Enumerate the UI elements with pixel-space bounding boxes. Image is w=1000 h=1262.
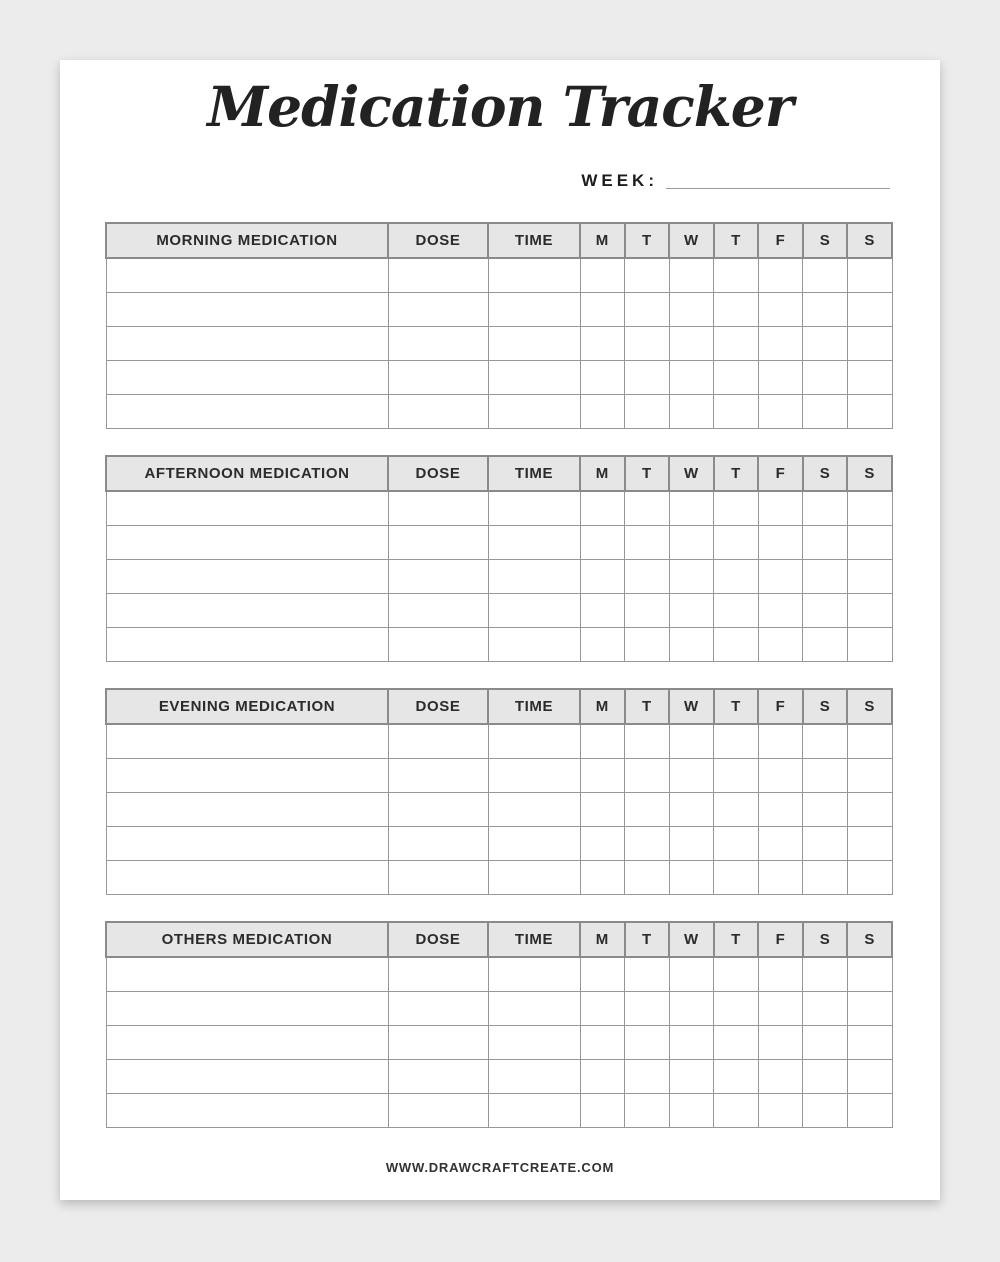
empty-cell xyxy=(758,258,803,293)
col-header-day-thursday: T xyxy=(714,223,759,258)
empty-cell xyxy=(580,793,625,827)
empty-cell xyxy=(580,491,625,526)
empty-cell xyxy=(847,258,892,293)
empty-cell xyxy=(625,361,670,395)
empty-cell xyxy=(758,293,803,327)
empty-cell xyxy=(669,628,714,662)
empty-cell xyxy=(714,1094,759,1128)
empty-cell xyxy=(803,560,848,594)
empty-cell xyxy=(803,395,848,429)
empty-cell xyxy=(106,395,388,429)
week-blank-line xyxy=(666,187,890,189)
empty-cell xyxy=(106,957,388,992)
empty-cell xyxy=(803,1060,848,1094)
col-header-day-monday: M xyxy=(580,223,625,258)
col-header-time: TIME xyxy=(488,456,580,491)
empty-cell xyxy=(847,594,892,628)
empty-cell xyxy=(488,361,580,395)
empty-entry-row xyxy=(106,759,892,793)
empty-entry-row xyxy=(106,793,892,827)
empty-cell xyxy=(580,827,625,861)
empty-cell xyxy=(847,957,892,992)
empty-cell xyxy=(388,759,488,793)
empty-cell xyxy=(106,293,388,327)
empty-cell xyxy=(488,724,580,759)
empty-cell xyxy=(847,1060,892,1094)
empty-cell xyxy=(625,793,670,827)
col-header-day-tuesday: T xyxy=(625,223,670,258)
empty-cell xyxy=(669,992,714,1026)
empty-entry-row xyxy=(106,526,892,560)
section-title: EVENING MEDICATION xyxy=(106,689,388,724)
empty-cell xyxy=(758,1060,803,1094)
empty-cell xyxy=(758,327,803,361)
empty-cell xyxy=(388,293,488,327)
empty-cell xyxy=(388,594,488,628)
empty-cell xyxy=(669,594,714,628)
empty-cell xyxy=(388,1094,488,1128)
empty-cell xyxy=(714,560,759,594)
empty-cell xyxy=(625,293,670,327)
empty-cell xyxy=(580,258,625,293)
empty-entry-row xyxy=(106,258,892,293)
col-header-day-wednesday: W xyxy=(669,689,714,724)
col-header-day-wednesday: W xyxy=(669,223,714,258)
empty-cell xyxy=(803,1026,848,1060)
empty-cell xyxy=(625,491,670,526)
page-title: Medication Tracker xyxy=(207,74,793,139)
empty-cell xyxy=(488,759,580,793)
empty-cell xyxy=(714,361,759,395)
empty-cell xyxy=(669,759,714,793)
medication-table xyxy=(105,921,893,1128)
col-header-day-friday: F xyxy=(758,223,803,258)
empty-cell xyxy=(488,793,580,827)
empty-cell xyxy=(388,526,488,560)
empty-cell xyxy=(580,759,625,793)
empty-entry-row xyxy=(106,861,892,895)
empty-cell xyxy=(758,526,803,560)
empty-cell xyxy=(669,491,714,526)
empty-cell xyxy=(580,327,625,361)
week-label: WEEK: xyxy=(581,171,658,190)
empty-cell xyxy=(714,526,759,560)
empty-cell xyxy=(106,793,388,827)
empty-cell xyxy=(488,293,580,327)
section-title: AFTERNOON MEDICATION xyxy=(106,456,388,491)
empty-cell xyxy=(106,827,388,861)
empty-cell xyxy=(847,724,892,759)
empty-cell xyxy=(847,1026,892,1060)
empty-cell xyxy=(847,861,892,895)
empty-cell xyxy=(803,594,848,628)
empty-cell xyxy=(847,759,892,793)
empty-entry-row xyxy=(106,957,892,992)
empty-entry-row xyxy=(106,827,892,861)
empty-cell xyxy=(803,361,848,395)
empty-entry-row xyxy=(106,293,892,327)
empty-cell xyxy=(488,827,580,861)
empty-entry-row xyxy=(106,327,892,361)
empty-cell xyxy=(669,827,714,861)
empty-cell xyxy=(580,395,625,429)
empty-cell xyxy=(847,293,892,327)
empty-cell xyxy=(669,1060,714,1094)
empty-entry-row xyxy=(106,724,892,759)
empty-cell xyxy=(847,491,892,526)
empty-entry-row xyxy=(106,1060,892,1094)
empty-cell xyxy=(714,1026,759,1060)
empty-entry-row xyxy=(106,395,892,429)
col-header-day-monday: M xyxy=(580,456,625,491)
empty-cell xyxy=(714,258,759,293)
empty-cell xyxy=(803,628,848,662)
empty-cell xyxy=(803,258,848,293)
empty-cell xyxy=(669,258,714,293)
empty-cell xyxy=(388,992,488,1026)
empty-cell xyxy=(714,957,759,992)
col-header-day-saturday: S xyxy=(803,456,848,491)
empty-cell xyxy=(714,395,759,429)
empty-cell xyxy=(803,724,848,759)
empty-entry-row xyxy=(106,1094,892,1128)
empty-cell xyxy=(758,827,803,861)
empty-cell xyxy=(714,724,759,759)
section-title: MORNING MEDICATION xyxy=(106,223,388,258)
empty-cell xyxy=(106,327,388,361)
empty-cell xyxy=(625,594,670,628)
empty-cell xyxy=(488,491,580,526)
col-header-day-sunday: S xyxy=(847,456,892,491)
col-header-time: TIME xyxy=(488,689,580,724)
empty-cell xyxy=(580,957,625,992)
col-header-day-tuesday: T xyxy=(625,689,670,724)
empty-cell xyxy=(388,628,488,662)
empty-cell xyxy=(580,628,625,662)
empty-cell xyxy=(580,361,625,395)
empty-cell xyxy=(803,293,848,327)
empty-cell xyxy=(488,1094,580,1128)
empty-cell xyxy=(488,861,580,895)
col-header-dose: DOSE xyxy=(388,223,488,258)
col-header-day-friday: F xyxy=(758,456,803,491)
empty-cell xyxy=(714,628,759,662)
empty-cell xyxy=(758,1026,803,1060)
empty-cell xyxy=(488,258,580,293)
empty-cell xyxy=(758,395,803,429)
empty-cell xyxy=(625,759,670,793)
empty-cell xyxy=(106,1094,388,1128)
empty-cell xyxy=(758,361,803,395)
section-title: OTHERS MEDICATION xyxy=(106,922,388,957)
empty-cell xyxy=(758,861,803,895)
medication-table xyxy=(105,222,893,429)
empty-cell xyxy=(625,861,670,895)
col-header-dose: DOSE xyxy=(388,456,488,491)
empty-cell xyxy=(625,560,670,594)
empty-cell xyxy=(669,957,714,992)
empty-cell xyxy=(758,628,803,662)
empty-cell xyxy=(580,293,625,327)
empty-cell xyxy=(803,327,848,361)
empty-cell xyxy=(847,361,892,395)
col-header-day-saturday: S xyxy=(803,689,848,724)
empty-cell xyxy=(758,1094,803,1128)
tables-container xyxy=(105,222,893,1154)
empty-cell xyxy=(669,293,714,327)
empty-cell xyxy=(669,526,714,560)
empty-cell xyxy=(669,361,714,395)
empty-entry-row xyxy=(106,992,892,1026)
empty-cell xyxy=(847,628,892,662)
empty-cell xyxy=(669,1094,714,1128)
empty-cell xyxy=(388,957,488,992)
empty-cell xyxy=(388,861,488,895)
empty-cell xyxy=(714,793,759,827)
col-header-time: TIME xyxy=(488,922,580,957)
empty-cell xyxy=(669,861,714,895)
empty-entry-row xyxy=(106,361,892,395)
empty-cell xyxy=(388,724,488,759)
empty-cell xyxy=(758,992,803,1026)
empty-cell xyxy=(106,1060,388,1094)
col-header-day-monday: M xyxy=(580,689,625,724)
empty-cell xyxy=(580,560,625,594)
empty-cell xyxy=(625,1094,670,1128)
footer-url: WWW.DRAWCRAFTCREATE.COM xyxy=(385,1160,615,1175)
document-page xyxy=(60,60,940,1200)
col-header-day-saturday: S xyxy=(803,922,848,957)
empty-cell xyxy=(580,594,625,628)
empty-cell xyxy=(847,560,892,594)
empty-cell xyxy=(669,560,714,594)
col-header-day-thursday: T xyxy=(714,922,759,957)
empty-cell xyxy=(714,327,759,361)
empty-cell xyxy=(803,526,848,560)
empty-cell xyxy=(758,724,803,759)
empty-cell xyxy=(106,992,388,1026)
empty-cell xyxy=(758,957,803,992)
empty-cell xyxy=(625,724,670,759)
empty-cell xyxy=(625,957,670,992)
empty-cell xyxy=(758,594,803,628)
empty-cell xyxy=(714,594,759,628)
col-header-day-saturday: S xyxy=(803,223,848,258)
empty-cell xyxy=(388,258,488,293)
empty-cell xyxy=(625,327,670,361)
empty-cell xyxy=(106,861,388,895)
col-header-dose: DOSE xyxy=(388,922,488,957)
table-header-row xyxy=(106,689,892,724)
empty-cell xyxy=(758,759,803,793)
empty-cell xyxy=(714,759,759,793)
empty-cell xyxy=(714,861,759,895)
empty-entry-row xyxy=(106,1026,892,1060)
empty-cell xyxy=(106,560,388,594)
empty-cell xyxy=(580,992,625,1026)
empty-cell xyxy=(625,526,670,560)
empty-entry-row xyxy=(106,628,892,662)
empty-cell xyxy=(388,793,488,827)
empty-cell xyxy=(388,1026,488,1060)
empty-cell xyxy=(580,1094,625,1128)
empty-cell xyxy=(847,992,892,1026)
empty-cell xyxy=(106,628,388,662)
empty-cell xyxy=(488,1060,580,1094)
empty-cell xyxy=(803,957,848,992)
empty-cell xyxy=(388,491,488,526)
empty-cell xyxy=(847,327,892,361)
empty-cell xyxy=(488,992,580,1026)
empty-cell xyxy=(488,395,580,429)
col-header-time: TIME xyxy=(488,223,580,258)
empty-cell xyxy=(847,1094,892,1128)
col-header-day-thursday: T xyxy=(714,456,759,491)
empty-cell xyxy=(803,827,848,861)
empty-cell xyxy=(388,327,488,361)
empty-cell xyxy=(714,827,759,861)
table-header-row xyxy=(106,456,892,491)
empty-cell xyxy=(106,1026,388,1060)
col-header-day-thursday: T xyxy=(714,689,759,724)
empty-cell xyxy=(625,1026,670,1060)
col-header-day-tuesday: T xyxy=(625,456,670,491)
col-header-day-sunday: S xyxy=(847,689,892,724)
empty-cell xyxy=(669,1026,714,1060)
col-header-day-friday: F xyxy=(758,689,803,724)
empty-cell xyxy=(488,1026,580,1060)
empty-cell xyxy=(580,1026,625,1060)
col-header-day-tuesday: T xyxy=(625,922,670,957)
table-header-row xyxy=(106,922,892,957)
empty-cell xyxy=(106,594,388,628)
table-header-row xyxy=(106,223,892,258)
empty-cell xyxy=(847,793,892,827)
col-header-day-sunday: S xyxy=(847,223,892,258)
empty-cell xyxy=(847,395,892,429)
empty-cell xyxy=(803,491,848,526)
empty-cell xyxy=(714,491,759,526)
empty-cell xyxy=(488,526,580,560)
empty-cell xyxy=(388,827,488,861)
col-header-dose: DOSE xyxy=(388,689,488,724)
empty-entry-row xyxy=(106,560,892,594)
col-header-day-friday: F xyxy=(758,922,803,957)
empty-cell xyxy=(758,560,803,594)
empty-cell xyxy=(388,1060,488,1094)
empty-cell xyxy=(488,327,580,361)
empty-cell xyxy=(106,258,388,293)
empty-cell xyxy=(488,628,580,662)
empty-cell xyxy=(803,793,848,827)
empty-cell xyxy=(847,827,892,861)
medication-table xyxy=(105,455,893,662)
empty-cell xyxy=(758,491,803,526)
week-field xyxy=(581,172,890,191)
medication-table xyxy=(105,688,893,895)
empty-cell xyxy=(488,560,580,594)
empty-cell xyxy=(625,258,670,293)
empty-cell xyxy=(488,957,580,992)
empty-cell xyxy=(714,293,759,327)
empty-cell xyxy=(714,1060,759,1094)
empty-cell xyxy=(625,628,670,662)
empty-cell xyxy=(669,793,714,827)
empty-cell xyxy=(388,395,488,429)
empty-cell xyxy=(580,526,625,560)
empty-cell xyxy=(803,992,848,1026)
empty-cell xyxy=(488,594,580,628)
empty-cell xyxy=(580,861,625,895)
empty-cell xyxy=(106,759,388,793)
empty-cell xyxy=(106,361,388,395)
empty-cell xyxy=(106,526,388,560)
empty-cell xyxy=(669,395,714,429)
empty-entry-row xyxy=(106,491,892,526)
empty-cell xyxy=(669,724,714,759)
empty-cell xyxy=(625,992,670,1026)
empty-cell xyxy=(758,793,803,827)
empty-cell xyxy=(106,491,388,526)
col-header-day-monday: M xyxy=(580,922,625,957)
empty-cell xyxy=(388,560,488,594)
col-header-day-sunday: S xyxy=(847,922,892,957)
empty-cell xyxy=(106,724,388,759)
empty-cell xyxy=(625,395,670,429)
empty-cell xyxy=(847,526,892,560)
empty-cell xyxy=(388,361,488,395)
empty-cell xyxy=(625,1060,670,1094)
col-header-day-wednesday: W xyxy=(669,922,714,957)
empty-entry-row xyxy=(106,594,892,628)
empty-cell xyxy=(580,1060,625,1094)
empty-cell xyxy=(669,327,714,361)
empty-cell xyxy=(803,759,848,793)
empty-cell xyxy=(803,861,848,895)
empty-cell xyxy=(714,992,759,1026)
empty-cell xyxy=(580,724,625,759)
empty-cell xyxy=(625,827,670,861)
empty-cell xyxy=(803,1094,848,1128)
col-header-day-wednesday: W xyxy=(669,456,714,491)
